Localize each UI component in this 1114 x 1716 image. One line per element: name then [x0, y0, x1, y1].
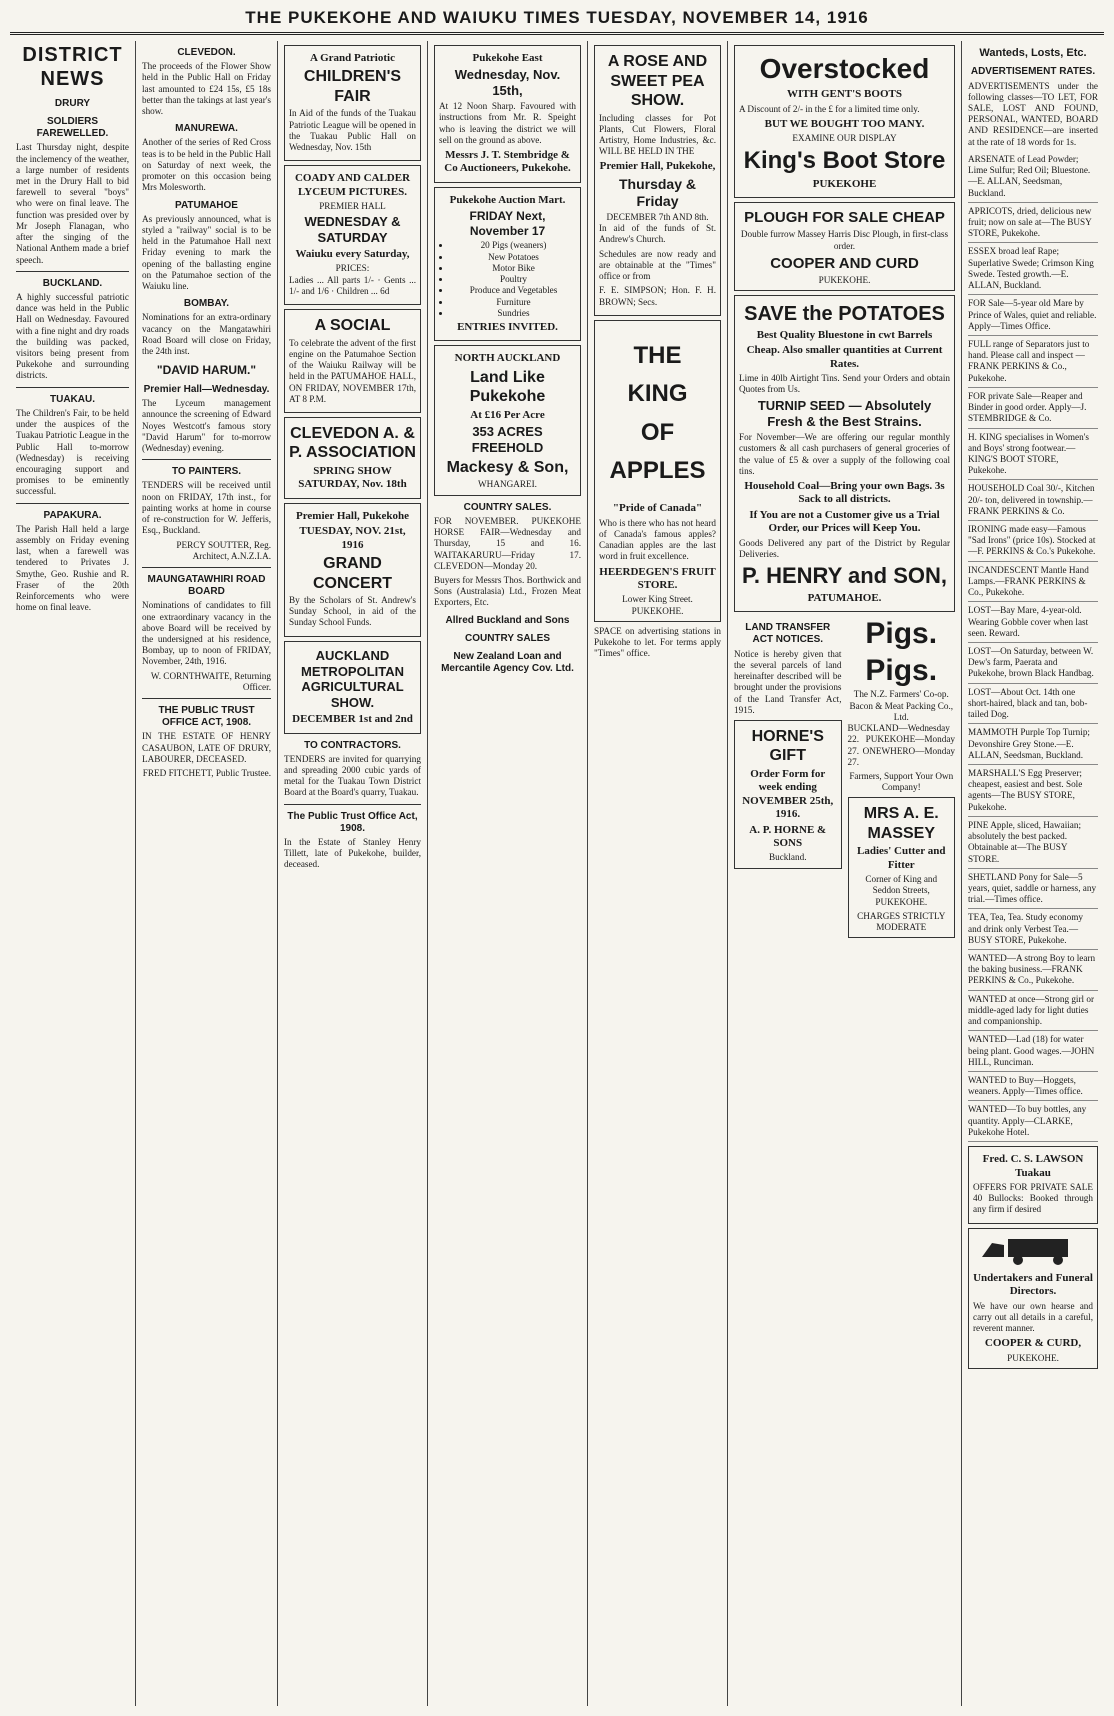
- nz-loan-heading: New Zealand Loan and Mercantile Agency Cov. Ltd.: [441, 651, 574, 675]
- herdegen-location: Lower King Street. PUKEKOHE.: [622, 594, 693, 616]
- classified-item: WANTED—Lad (18) for water being plant. Good wages.—JOHN HILL, Runciman.: [968, 1031, 1098, 1072]
- customer-trial: If You are not a Customer give us a Trial Order, our Prices will Keep You.: [749, 508, 940, 535]
- mart-item: • Poultry: [451, 274, 576, 285]
- plough-heading: PLOUGH FOR SALE CHEAP: [744, 209, 945, 227]
- rose-venue: Premier Hall, Pukekohe,: [599, 160, 716, 173]
- hornes-gift-title: HORNE'S GIFT: [751, 727, 824, 765]
- classified-item: IRONING made easy—Famous "Sad Irons" (price 10s). Stocked at—F. PERKINS & Co.'s Pukekohe.: [968, 521, 1098, 562]
- east-heading: Pukekohe East: [472, 52, 543, 64]
- auckland-show-ad: [284, 641, 421, 734]
- cooper-curd-loc: PUKEKOHE.: [1007, 1352, 1059, 1363]
- allred-heading: Allred Buckland and Sons: [445, 614, 570, 626]
- mart-item: • Furniture: [451, 297, 576, 308]
- column-large-ads: [728, 41, 962, 1706]
- mart-item: • 20 Pigs (weaners): [451, 240, 576, 251]
- lawson-ad: [968, 1146, 1098, 1223]
- lawson-text: OFFERS FOR PRIVATE SALE 40 Bullocks: Booked through any firm if desired: [973, 1181, 1093, 1215]
- classified-item: WANTED at once—Strong girl or middle-aged lady for light duties and companionship.: [968, 991, 1098, 1032]
- undertakers-ad: [968, 1228, 1098, 1369]
- classified-item: LOST—About Oct. 14th one short-haired, black and tan, bob-tailed Dog.: [968, 684, 1098, 725]
- prices-heading: PRICES:: [335, 263, 370, 274]
- rose-show-ad: [594, 45, 721, 316]
- classified-item: INCANDESCENT Mantle Hand Lamps.—FRANK PERKINS & Co., Pukekohe.: [968, 562, 1098, 603]
- mackesy-name: Mackesy & Son,: [446, 458, 569, 476]
- classifieds-list: [968, 151, 1098, 1142]
- auckland-show-heading: AUCKLAND METROPOLITAN AGRICULTURAL SHOW.: [300, 647, 405, 711]
- lawson-heading: Fred. C. S. LAWSON Tuakau: [982, 1153, 1084, 1179]
- massey-ad: [848, 797, 956, 938]
- pigs-block: [848, 616, 956, 942]
- household-coal: Household Coal—Bring your own Bags. 3s Sack to all districts.: [744, 479, 945, 506]
- horne-name: A. P. HORNE & SONS: [749, 823, 827, 850]
- charges-moderate: CHARGES STRICTLY MODERATE: [857, 910, 946, 933]
- land-transfer-block: [734, 616, 842, 942]
- painters-signature: PERCY SOUTTER, Reg. Architect, A.N.Z.I.A.: [176, 539, 271, 561]
- classified-item: LOST—On Saturday, between W. Dew's farm, Paerata and Pukekohe, brown Black Handbag.: [968, 643, 1098, 684]
- gents-boots: WITH GENT'S BOOTS: [787, 88, 902, 101]
- lyceum-venue: PREMIER HALL: [319, 201, 386, 212]
- classified-item: TEA, Tea, Tea. Study economy and drink only Verbest Tea.—BUSY STORE, Pukekohe.: [968, 909, 1098, 950]
- mart-items-list: [439, 240, 576, 319]
- potatoes-ad: [734, 295, 955, 612]
- mart-item: • Motor Bike: [451, 263, 576, 274]
- divider: [16, 387, 129, 388]
- premier-hall-heading: Premier Hall—Wednesday.: [143, 383, 270, 395]
- drury-heading: DRURY: [54, 97, 91, 109]
- space-notice: SPACE on advertising stations in Pukekohe to let. For terms apply "Times" office.: [594, 625, 721, 659]
- overstocked-title: Overstocked: [759, 53, 930, 84]
- concert-text: By the Scholars of St. Andrew's Sunday School, in aid of the Sunday School Funds.: [289, 595, 416, 628]
- farmers-coop: The N.Z. Farmers' Co-op.: [853, 689, 949, 700]
- rose-signature: F. E. SIMPSON; Hon. F. H. BROWN; Secs.: [599, 285, 716, 307]
- fair-title: CHILDREN'S FAIR: [303, 68, 402, 105]
- lyceum-ad: [284, 165, 421, 305]
- papakura-text: The Parish Hall held a large assembly on Friday evening last, when a farewell was tendered to Privates J. Smythe, Geo. Rushie and R. Fraser of the 20th Reinforcements who were home on final leave.: [16, 523, 129, 613]
- mart-date: FRIDAY Next, November 17: [469, 209, 546, 238]
- land-heading: Land Like Pukekohe: [469, 368, 546, 406]
- north-auckland-ad: [434, 345, 581, 495]
- public-trust-text: IN THE ESTATE OF HENRY CASAUBON, LATE OF DRURY, LABOURER, DECEASED.: [142, 731, 271, 764]
- massey-sub: Ladies' Cutter and Fitter: [857, 845, 946, 871]
- lyceum-days: WEDNESDAY & SATURDAY: [304, 214, 401, 246]
- land-transfer-text: Notice is hereby given that the several parcels of land hereinafter described will be brought under the provisions of the Land Transfer Act, 1915.: [734, 648, 842, 715]
- clevedon-show-ad: [284, 417, 421, 499]
- mart-entries: ENTRIES INVITED.: [457, 321, 558, 333]
- cheap-text: Cheap. Also smaller quantities at Current Rates.: [746, 344, 943, 370]
- land-price: At £16 Per Acre: [470, 408, 545, 421]
- public-trust-2-text: In the Estate of Stanley Henry Tillett, late of Pukekohe, builder, deceased.: [284, 836, 421, 870]
- plough-text: Double furrow Massey Harris Disc Plough, in first-class order.: [740, 229, 949, 251]
- kings-boot-ad: [734, 45, 955, 198]
- classified-item: APRICOTS, dried, delicious new fruit; now on sale at—The BUSY STORE, Pukekohe.: [968, 203, 1098, 244]
- lyceum-heading: COADY AND CALDER LYCEUM PICTURES.: [294, 172, 411, 198]
- country-sales-2-heading: COUNTRY SALES: [464, 632, 550, 644]
- bought-too-many: BUT WE BOUGHT TOO MANY.: [764, 117, 925, 130]
- social-text: To celebrate the advent of the first engine on the Patumahoe Section of the Waiuku Railway will be held in the PATUMAHOE HALL, ON FRIDAY, NOVEMBER 17th, AT 8 P.M.: [289, 337, 416, 404]
- hornes-gift-ad: [734, 720, 842, 869]
- patumahoe-heading: PATUMAHOE: [175, 199, 238, 211]
- undertakers-text: We have our own hearse and carry out all details in a careful, reverent manner.: [973, 1300, 1093, 1334]
- herdegen-name: HEERDEGEN'S FRUIT STORE.: [599, 565, 716, 591]
- classified-item: MARSHALL'S Egg Preserver; cheapest, easiest and best. Sole agents—The BUSY STORE, Pukekohe.: [968, 765, 1098, 817]
- support-company: Farmers, Support Your Own Company!: [849, 770, 954, 793]
- classified-item: PINE Apple, sliced, Hawaiian; absolutely the best packed. Obtainable at—The BUSY STORE.: [968, 817, 1098, 869]
- apples-word: KING: [627, 380, 688, 408]
- apples-text: Who is there who has not heard of Canada's famous apples? Canadian apples are the last word in fruit excellence.: [599, 517, 716, 562]
- tuakau-text: The Children's Fair, to be held under the auspices of the Tuakau Patriotic League in the Public Hall to-morrow (Wednesday) is receiving encouraging support and promises to be eminently successful.: [16, 407, 129, 497]
- lime-text: Lime in 40lb Airtight Tins. Send your Orders and obtain Quotes from Us.: [739, 372, 950, 395]
- apples-word: APPLES: [609, 456, 706, 484]
- prices-text: Ladies ... All parts 1/- · Gents ... 1/- and 1/6 · Children ... 6d: [289, 274, 416, 296]
- mart-item: • Produce and Vegetables: [451, 285, 576, 296]
- contractors-text: TENDERS are invited for quarrying and spreading 2000 cubic yards of metal for the Tuakau Town District Board at the Board's quarry, Tuakau.: [284, 753, 421, 798]
- contractors-heading: TO CONTRACTORS.: [304, 739, 401, 751]
- bombay-text: Nominations for an extra-ordinary vacancy on the Mangatawhiri Road Board will close on Friday, the 24th inst.: [142, 312, 271, 357]
- column-classifieds: [962, 41, 1104, 1706]
- north-heading: NORTH AUCKLAND: [454, 352, 561, 365]
- rose-date: Thursday & Friday: [618, 175, 696, 209]
- road-board-text: Nominations of candidates to fill one extraordinary vacancy in the above Board will be received by the undersigned at his residence, Bombay, up to noon of FRIDAY, November, 24th, 1916.: [142, 600, 271, 667]
- rates-text: ADVERTISEMENTS under the following classes—TO LET, FOR SALE, LOST AND FOUND, PERSONAL, WANTED, BOARD AND RESIDENCE—are inserted at the rate of 18 words for 1s.: [968, 80, 1098, 147]
- mart-item: • New Potatoes: [451, 252, 576, 263]
- clevedon-heading: CLEVEDON.: [177, 47, 236, 58]
- divider: [142, 567, 271, 568]
- classified-item: MAMMOTH Purple Top Turnip; Devonshire Grey Stone.—E. ALLAN, Seedsman, Buckland.: [968, 724, 1098, 765]
- divider: [284, 804, 421, 805]
- november-offer: For November—We are offering our regular monthly customers & all cash purchasers of general groceries of the value of £5 & over a supply of the following coal tins.: [739, 432, 950, 476]
- drury-text: Last Thursday night, despite the inclemency of the weather, a large number of residents met in the Drury Hall to bid farewell to several "boys" who were on final leave. The function was presided over by Mr Joseph Flanagan, who after the singing of the National Anthem made a brief speech.: [16, 142, 129, 265]
- wanteds-heading: Wanteds, Losts, Etc.: [979, 47, 1087, 59]
- classified-item: LOST—Bay Mare, 4-year-old. Wearing Gobble cover when last seen. Reward.: [968, 602, 1098, 643]
- rose-text-2: In aid of the funds of St. Andrew's Church.: [599, 223, 716, 245]
- painters-heading: TO PAINTERS.: [171, 466, 242, 478]
- turnip-seed: TURNIP SEED — Absolutely Fresh & the Best Strains.: [757, 398, 932, 430]
- country-sales-text: FOR NOVEMBER. PUKEKOHE HORSE FAIR—Wednesday and Thursday, 15 and 16. WAITAKARURU—Friday 17. CLEVEDON—Monday 20.: [434, 515, 581, 571]
- social-heading: A SOCIAL: [314, 317, 391, 335]
- patumahoe-text: As previously announced, what is styled a "railway" social is to be held in the Patumahoe Hall next Friday evening to mark the opening of the ballasting engine on the Patumahoe section of the Waiuku line.: [142, 213, 271, 292]
- discount-text: A Discount of 2/- in the £ for a limited time only.: [739, 103, 920, 114]
- kings-boot-store: King's Boot Store: [743, 147, 946, 175]
- classified-item: ARSENATE of Lead Powder; Lime Sulfur; Red Oil; Bluestone. —E. ALLAN, Seedsman, Buckland.: [968, 151, 1098, 203]
- classified-item: HOUSEHOLD Coal 30/-, Kitchen 20/- ton, delivered in township.—FRANK PERKINS & Co.: [968, 480, 1098, 521]
- concert-heading: GRAND CONCERT: [312, 555, 393, 592]
- painters-text: TENDERS will be received until noon on FRIDAY, 17th inst., for painting works at home in course of re-construction for W. Jefferis, Esq., Buckland.: [142, 480, 271, 536]
- plough-ad: [734, 202, 955, 291]
- concert-ad: [284, 503, 421, 637]
- henry-and-son: P. HENRY and SON,: [742, 563, 947, 589]
- order-form: Order Form for week ending NOVEMBER 25th, 1916.: [742, 767, 834, 821]
- rose-subdate: DECEMBER 7th AND 8th.: [606, 211, 709, 222]
- mart-heading: Pukekohe Auction Mart.: [449, 193, 566, 206]
- waiuku-saturday: Waiuku every Saturday,: [295, 248, 410, 261]
- auction-mart-ad: [434, 187, 581, 342]
- cooper-curd-location: PUKEKOHE.: [818, 275, 871, 286]
- apples-word: THE: [633, 341, 682, 369]
- columns: [10, 41, 1104, 1706]
- apples-word: OF: [640, 418, 675, 446]
- manurewa-heading: MANUREWA.: [175, 123, 238, 135]
- premier-hall-text: The Lyceum management announce the screening of Edward Noyes Westcott's famous story "David Harum" for to-morrow (Wednesday) evening.: [142, 398, 271, 454]
- fair-text: In Aid of the funds of the Tuakau Patriotic League will be opened in the Tuakau Public Hall on Wednesday, Nov. 15th: [289, 108, 416, 153]
- concert-date: TUESDAY, NOV. 21st, 1916: [299, 525, 406, 551]
- classified-item: WANTED to Buy—Hoggets, weaners. Apply—Times office.: [968, 1072, 1098, 1101]
- classified-item: H. KING specialises in Women's and Boys' strong footwear.—KING'S BOOT STORE, Pukekohe.: [968, 429, 1098, 481]
- classified-item: ESSEX broad leaf Rape; Superlative Swede; Crimson King Swede. Tested growth.—E. ALLAN, Buckland.: [968, 243, 1098, 295]
- stembridge-name: Messrs J. T. Stembridge & Co Auctioneers, Pukekohe.: [444, 149, 571, 175]
- country-sales-heading: COUNTRY SALES.: [463, 501, 552, 513]
- column-news-2: [136, 41, 278, 1706]
- premier-tuesday: Premier Hall, Pukekohe: [296, 509, 409, 522]
- drury-subheading: SOLDIERS FAREWELLED.: [36, 115, 109, 140]
- bombay-heading: BOMBAY.: [183, 298, 230, 310]
- column-shows: [588, 41, 728, 1706]
- tuakau-heading: TUAKAU.: [50, 393, 95, 405]
- pig-dates: BUCKLAND—Wednesday 22. PUKEKOHE—Monday 27. ONEWHERO—Monday 27.: [847, 723, 955, 767]
- henry-location: PATUMAHOE.: [807, 591, 882, 604]
- buyers-text: Buyers for Messrs Thos. Borthwick and Sons (Australasia) Ltd., Frozen Meat Exporters, Etc.: [434, 574, 581, 608]
- david-harum-heading: "DAVID HARUM.": [156, 363, 257, 378]
- buckland-text: A highly successful patriotic dance was held in the Public Hall on Wednesday. Favoured with a fine night and dry roads the building was packed, visitors being present from Pukekohe and surrounding districts.: [16, 291, 129, 381]
- district-news-title: DISTRICT NEWS: [22, 44, 123, 91]
- east-text: At 12 Noon Sharp. Favoured with instructions from Mr. R. Speight who is leaving the district we will sell on the ground as above.: [439, 101, 576, 145]
- column-events: [278, 41, 428, 1706]
- mackesy-location: WHANGAREI.: [478, 479, 537, 490]
- kings-location: PUKEKOHE: [812, 177, 877, 190]
- undertakers-heading: Undertakers and Funeral Directors.: [973, 1271, 1093, 1298]
- clevedon-ap-heading: CLEVEDON A. & P. ASSOCIATION: [289, 424, 416, 462]
- fair-small-title: A Grand Patriotic: [310, 52, 395, 64]
- examine-display: EXAMINE OUR DISPLAY: [792, 133, 897, 144]
- divider: [142, 698, 271, 699]
- rose-text: Including classes for Pot Plants, Cut Flowers, Floral Artistry, Home Industries, &c. WILL BE HELD IN THE: [599, 112, 716, 157]
- road-board-heading: MAUNGATAWHIRI ROAD BOARD: [147, 573, 266, 598]
- massey-name: MRS A. E. MASSEY: [863, 805, 939, 842]
- hearse-icon: [978, 1233, 1088, 1267]
- bluestone-text: Best Quality Bluestone in cwt Barrels: [756, 328, 933, 341]
- east-date: Wednesday, Nov. 15th,: [454, 67, 561, 99]
- column-district-news: [10, 41, 136, 1706]
- pigs-heading: Pigs. Pigs.: [865, 617, 938, 687]
- land-acres: 353 ACRES FREEHOLD: [471, 424, 544, 456]
- classified-item: WANTED—To buy bottles, any quantity. Apply—CLARKE, Pukekohe Hotel.: [968, 1101, 1098, 1142]
- classified-item: SHETLAND Pony for Sale—5 years, quiet, saddle or harness, any trial.—Times office.: [968, 869, 1098, 910]
- divider: [16, 271, 129, 272]
- public-trust-signature: FRED FITCHETT, Public Trustee.: [142, 768, 271, 779]
- king-of-apples: [599, 337, 716, 491]
- potatoes-heading: SAVE the POTATOES: [744, 303, 945, 326]
- childrens-fair-ad: [284, 45, 421, 161]
- road-board-signature: W. CORNTHWAITE, Returning Officer.: [150, 670, 271, 692]
- bacon-company: Bacon & Meat Packing Co., Ltd.: [849, 700, 954, 722]
- papakura-heading: PAPAKURA.: [43, 509, 102, 521]
- rates-heading: ADVERTISEMENT RATES.: [970, 66, 1096, 78]
- cooper-curd-heading: COOPER AND CURD: [770, 254, 919, 272]
- apples-ad: [594, 320, 721, 622]
- goods-delivered: Goods Delivered any part of the District by Regular Deliveries.: [739, 537, 950, 559]
- classified-item: WANTED—A strong Boy to learn the baking business.—FRANK PERKINS & Co., Pukekohe.: [968, 950, 1098, 991]
- land-transfer-heading: LAND TRANSFER ACT NOTICES.: [745, 622, 831, 646]
- manurewa-text: Another of the series of Red Cross teas is to be held in the Public Hall on Saturday of next week, the promoter on this occasion being Mrs Molesworth.: [142, 137, 271, 193]
- pukekohe-east-ad: [434, 45, 581, 183]
- classified-item: FULL range of Separators just to hand. Please call and inspect —FRANK PERKINS & Co., Pukekohe.: [968, 336, 1098, 388]
- buckland-heading: BUCKLAND.: [42, 277, 103, 289]
- social-ad: [284, 309, 421, 413]
- horne-location: Buckland.: [768, 852, 807, 863]
- classified-item: FOR private Sale—Reaper and Binder in good order. Apply—J. STEMBRIDGE & Co.: [968, 388, 1098, 429]
- divider: [142, 459, 271, 460]
- massey-location: Corner of King and Seddon Streets, PUKEKOHE.: [865, 874, 938, 907]
- pride-of-canada: "Pride of Canada": [612, 502, 703, 515]
- masthead: THE PUKEKOHE AND WAIUKU TIMES TUESDAY, NOVEMBER 14, 1916: [10, 8, 1104, 35]
- column-auctions: [428, 41, 588, 1706]
- clevedon-text: The proceeds of the Flower Show held in the Public Hall on Friday last amounted to £24 15s, £5 18s better than the takings at last year's show.: [142, 61, 271, 117]
- public-trust-2-heading: The Public Trust Office Act, 1908.: [287, 810, 418, 834]
- rose-heading: A ROSE AND SWEET PEA SHOW.: [607, 53, 708, 110]
- auckland-show-dates: DECEMBER 1st and 2nd: [292, 713, 413, 726]
- rose-text-3: Schedules are now ready and are obtainable at the "Times" office or from: [599, 248, 716, 282]
- spring-show: SPRING SHOW SATURDAY, Nov. 18th: [298, 464, 407, 491]
- divider: [16, 503, 129, 504]
- public-trust-heading: THE PUBLIC TRUST OFFICE ACT, 1908.: [158, 705, 255, 729]
- classified-item: FOR Sale—5-year old Mare by Prince of Wales, quiet and reliable. Apply—Times Office.: [968, 295, 1098, 336]
- cooper-curd-name: COOPER & CURD,: [984, 1337, 1082, 1350]
- lower-ads-row: [734, 616, 955, 942]
- mart-item: • Sundries: [451, 308, 576, 319]
